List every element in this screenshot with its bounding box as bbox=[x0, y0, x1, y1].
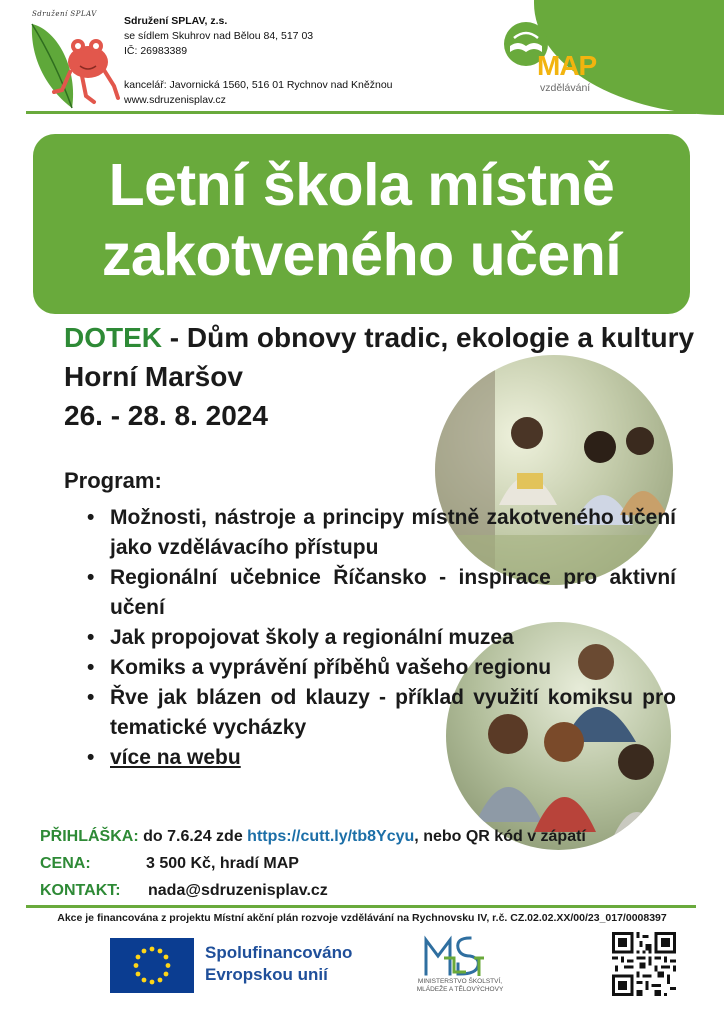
venue-accent: DOTEK bbox=[64, 322, 162, 353]
program-item-more bbox=[84, 743, 676, 773]
price-value: 3 500 Kč, hradí MAP bbox=[146, 855, 299, 872]
organization-web[interactable]: www.sdruzenisplav.cz bbox=[124, 94, 226, 106]
msmt-text bbox=[398, 978, 522, 994]
program-item: • Regionální učebnice Říčansko - inspirace pro aktivní učení bbox=[84, 563, 676, 623]
map-logo-word: MAP bbox=[537, 50, 597, 81]
eu-stars-icon bbox=[110, 938, 194, 993]
funding-note: Akce je financována z projektu Místní akční plán rozvoje vzdělávání na Rychnovsku IV, r.č. CZ.02.02.XX/00/23_017/0008397 bbox=[57, 912, 667, 924]
more-info-link[interactable]: více na webu bbox=[110, 746, 241, 769]
contact-email[interactable]: nada@sdruzenisplav.cz bbox=[148, 882, 328, 899]
title-banner bbox=[33, 134, 690, 314]
eu-text-line2: Evropskou unií bbox=[205, 965, 328, 984]
registration-label: PŘIHLÁŠKA: bbox=[40, 828, 139, 845]
program-item: • Komiks a vyprávění příběhů vašeho regionu bbox=[84, 653, 676, 683]
footer-divider bbox=[26, 905, 696, 908]
event-venue-block bbox=[64, 318, 694, 435]
organization-ico: IČ: 26983389 bbox=[124, 45, 188, 57]
registration-deadline: do 7.6.24 zde bbox=[143, 828, 243, 845]
price-label: CENA: bbox=[40, 855, 91, 872]
msmt-line2: MLÁDEŽE A TĚLOVÝCHOVY bbox=[416, 986, 504, 993]
map-logo-sub: vzdělávání bbox=[540, 82, 591, 94]
venue-description: - Dům obnovy tradic, ekologie a kultury bbox=[162, 322, 695, 353]
registration-link[interactable]: https://cutt.ly/tb8Ycyu bbox=[247, 828, 415, 845]
event-title bbox=[33, 134, 690, 290]
program-item: • Možnosti, nástroje a principy místně zakotveného učení jako vzdělávacího přístupu bbox=[84, 503, 676, 563]
eu-text-line1: Spolufinancováno bbox=[205, 943, 353, 962]
program-label: Program: bbox=[64, 468, 162, 493]
map-vzdelavani-logo bbox=[500, 20, 620, 100]
organization-name: Sdružení SPLAV, z.s. bbox=[124, 15, 228, 27]
organization-seat: se sídlem Skuhrov nad Bělou 84, 517 03 bbox=[124, 30, 314, 42]
splav-logo bbox=[28, 10, 120, 110]
program-item: • Jak propojovat školy a regionální muzea bbox=[84, 623, 676, 653]
registration-row bbox=[40, 827, 586, 847]
event-venue bbox=[64, 318, 694, 357]
contact-label: KONTAKT: bbox=[40, 882, 121, 899]
qr-code-icon bbox=[612, 932, 676, 996]
organization-info bbox=[124, 14, 393, 108]
frog-leaf-icon bbox=[28, 10, 120, 110]
event-title-line2: zakotveného učení bbox=[101, 222, 622, 288]
contact-row bbox=[40, 881, 121, 901]
header-divider bbox=[26, 111, 696, 114]
registration-suffix: , nebo QR kód v zápatí bbox=[414, 828, 586, 845]
price-row bbox=[40, 854, 91, 874]
msmt-line1: MINISTERSTVO ŠKOLSTVÍ, bbox=[417, 978, 503, 985]
qr-code[interactable] bbox=[612, 932, 676, 996]
splav-logo-text: Sdružení SPLAV bbox=[32, 10, 97, 18]
msmt-logo-icon bbox=[420, 934, 490, 978]
program-list bbox=[84, 503, 676, 773]
event-title-line1: Letní škola místně bbox=[108, 152, 615, 218]
eu-flag-icon bbox=[110, 938, 194, 993]
organization-office: kancelář: Javornická 1560, 516 01 Rychnov nad Kněžnou bbox=[124, 79, 393, 91]
eu-cofunded-text bbox=[205, 942, 352, 986]
event-place: Horní Maršov bbox=[64, 361, 243, 392]
program-item: • Řve jak blázen od klauzy - příklad využití komiksu pro tematické vycházky bbox=[84, 683, 676, 743]
event-dates: 26. - 28. 8. 2024 bbox=[64, 400, 268, 431]
